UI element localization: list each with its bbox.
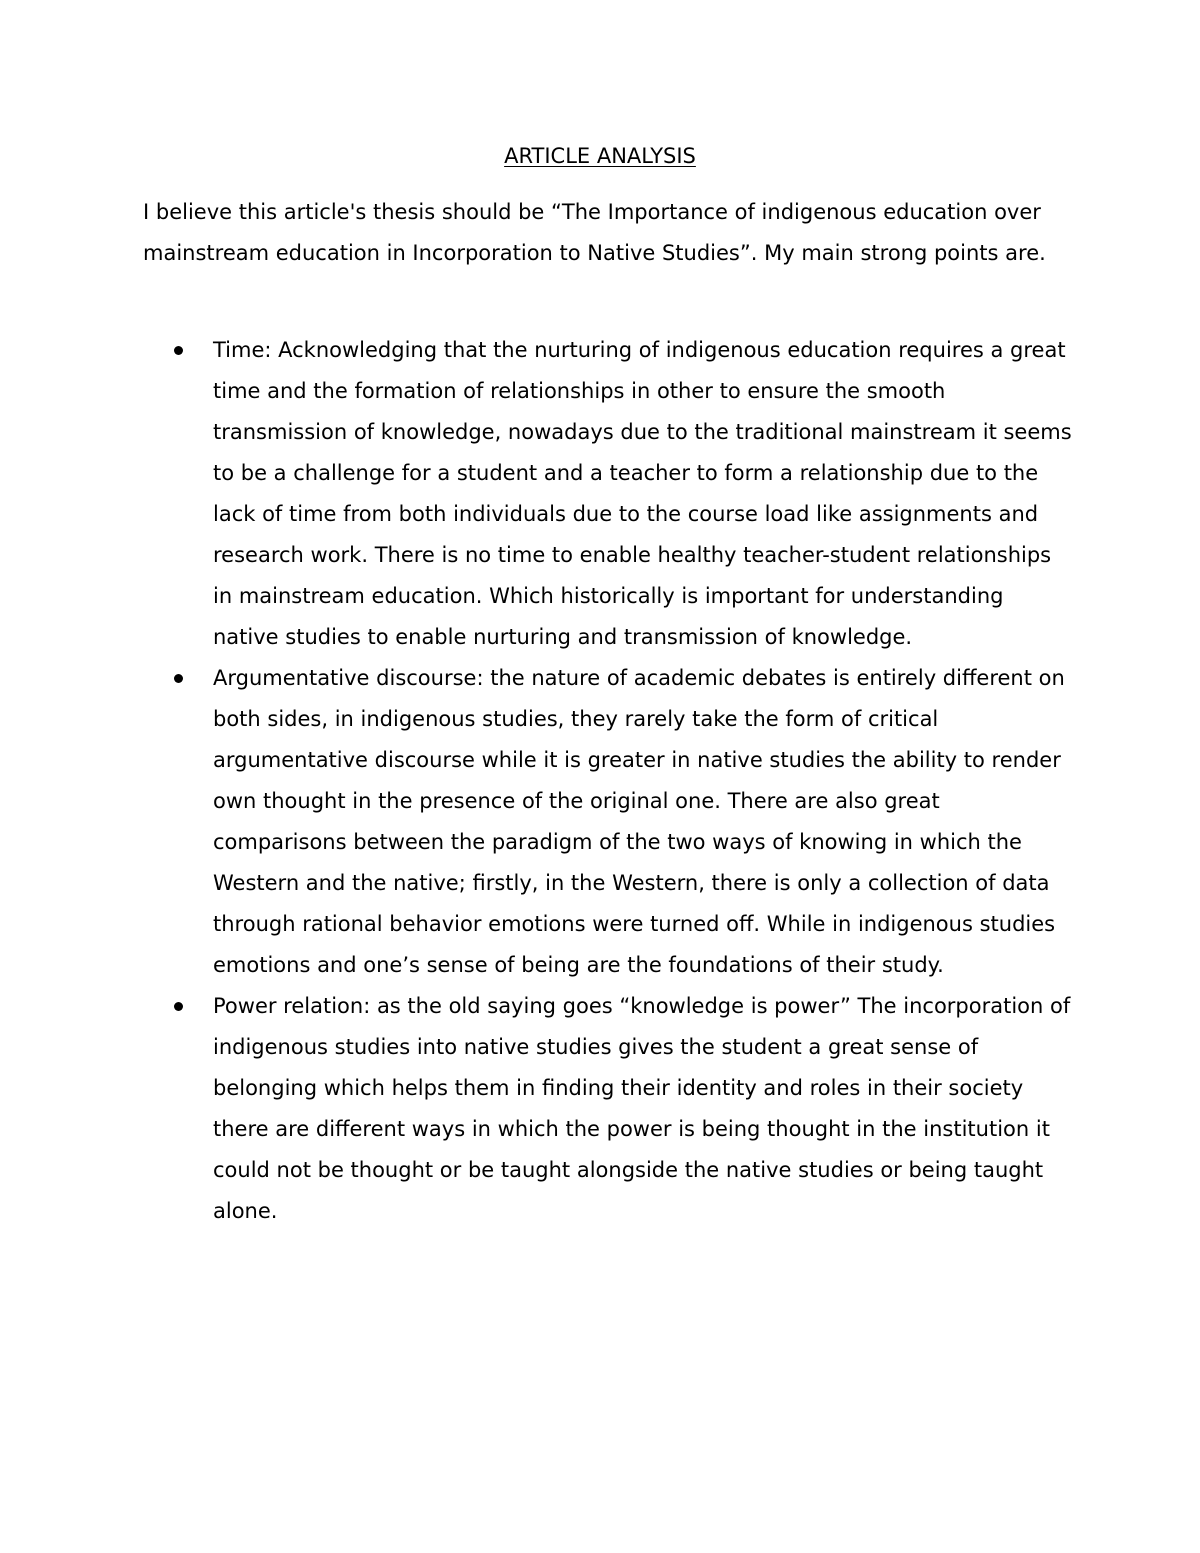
list-item-power-relation (143, 986, 1073, 1232)
list-item-time (143, 330, 1073, 658)
list-item-argumentative-discourse (143, 658, 1073, 986)
bullet-icon (174, 346, 183, 355)
bullet-icon (174, 1002, 183, 1011)
points-list (143, 330, 1073, 1232)
intro-paragraph: I believe this article's thesis should be “The Importance of indigenous education over mainstream education in Incorporation to Native Studies”. My main strong points are. (143, 200, 1046, 265)
list-item-text: Power relation: as the old saying goes “knowledge is power” The incorporation of indigenous studies into native studies gives the student a great sense of belonging which helps them in finding their identity and roles in their society there are different ways in which the power is being thought in the institution it could not be thought or be taught alongside the native studies or being taught alone. (213, 994, 1071, 1223)
list-item-text: Argumentative discourse: the nature of academic debates is entirely different on both sides, in indigenous studies, they rarely take the form of critical argumentative discourse while it is greater in native studies the ability to render own thought in the presence of the original one. There are also great comparisons between the paradigm of the two ways of knowing in which the Western and the native; firstly, in the Western, there is only a collection of data through rational behavior emotions were turned off. While in indigenous studies emotions and one’s sense of being are the foundations of their study. (213, 666, 1065, 977)
document-title: ARTICLE ANALYSIS (504, 144, 696, 168)
list-item-text: Time: Acknowledging that the nurturing of indigenous education requires a great time and the formation of relationships in other to ensure the smooth transmission of knowledge, nowadays due to the traditional mainstream it seems to be a challenge for a student and a teacher to form a relationship due to the lack of time from both individuals due to the course load like assignments and research work. There is no time to enable healthy teacher-student relationships in mainstream education. Which historically is important for understanding native studies to enable nurturing and transmission of knowledge. (213, 338, 1072, 649)
bullet-icon (174, 674, 183, 683)
